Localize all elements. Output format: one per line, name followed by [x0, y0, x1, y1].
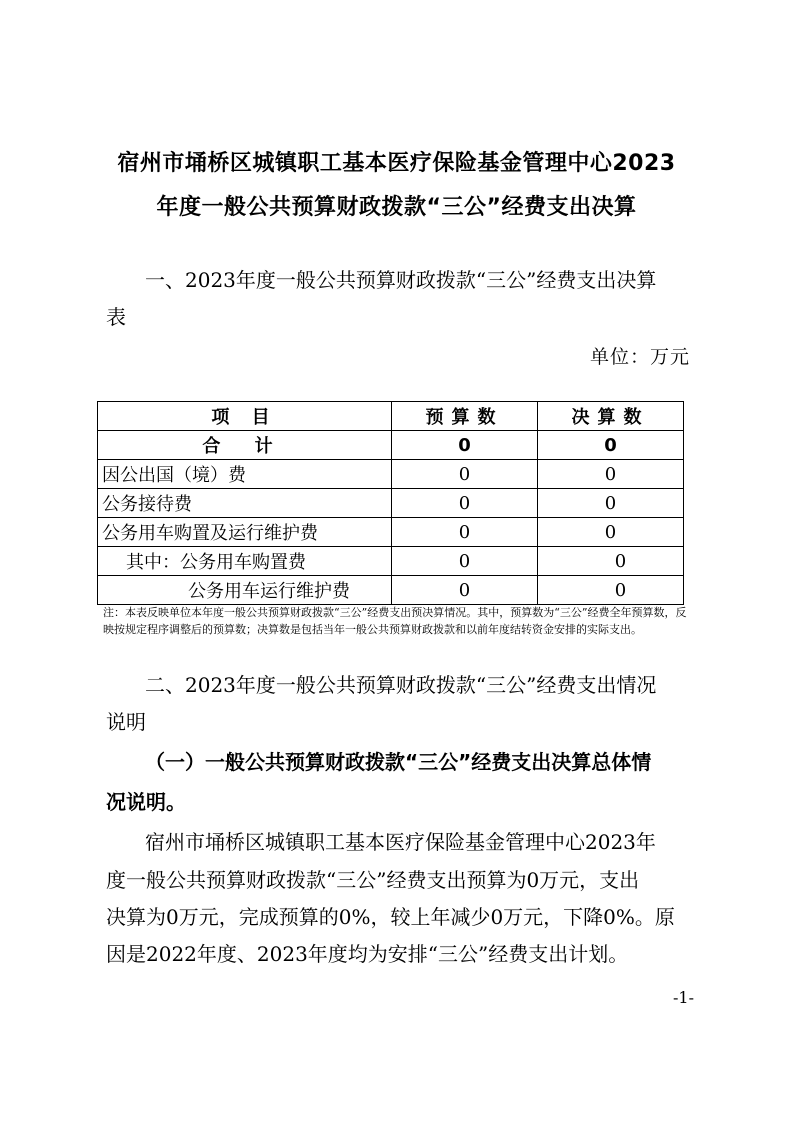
total-budget: 0 — [392, 431, 538, 460]
body-paragraph-line: 宿州市埇桥区城镇职工基本医疗保险基金管理中心2023年 — [145, 830, 656, 854]
unit-label: 单位：万元 — [589, 346, 690, 368]
row-label: 因公出国（境）费 — [98, 460, 392, 489]
row-budget: 0 — [392, 576, 538, 605]
table-note: 注：本表反映单位本年度一般公共预算财政拨款“三公”经费支出预决算情况。其中，预算数为“三公”经费全年预算数，反映按规定程序调整后的预算数；决算数是包括当年一般公共预算财政拨款和以前年度结转资金安排的实际支出。 — [103, 606, 687, 636]
row-final: 0 — [538, 576, 684, 605]
table-header-row — [98, 402, 684, 431]
row-label: 公务用车购置及运行维护费 — [98, 518, 392, 547]
body-paragraph-line: 决算为0万元，完成预算的0%，较上年减少0万元，下降0%。原 — [106, 905, 675, 929]
page-number: -1- — [673, 988, 694, 1007]
document-title-line-1: 宿州市埇桥区城镇职工基本医疗保险基金管理中心2023 — [117, 151, 676, 176]
header-final: 决算数 — [538, 402, 684, 431]
body-paragraph-line: 度一般公共预算财政拨款“三公”经费支出预算为0万元，支出 — [106, 868, 640, 892]
section2-heading: 二、2023年度一般公共预算财政拨款“三公”经费支出情况 — [145, 673, 657, 697]
row-label: 公务用车运行维护费 — [98, 576, 392, 605]
total-final: 0 — [538, 431, 684, 460]
body-paragraph-line: 因是2022年度、2023年度均为安排“三公”经费支出计划。 — [106, 942, 629, 966]
row-final: 0 — [538, 547, 684, 576]
row-budget: 0 — [392, 547, 538, 576]
table-row — [98, 518, 684, 547]
header-budget: 预算数 — [392, 402, 538, 431]
section1-heading-cont: 表 — [106, 305, 126, 329]
table-row — [98, 489, 684, 518]
section1-heading: 一、2023年度一般公共预算财政拨款“三公”经费支出决算 — [145, 268, 657, 292]
header-item: 项 目 — [98, 402, 392, 431]
row-label: 公务接待费 — [98, 489, 392, 518]
row-label: 其中：公务用车购置费 — [98, 547, 392, 576]
subsection1-heading: （一）一般公共预算财政拨款“三公”经费支出决算总体情 — [145, 750, 652, 774]
row-final: 0 — [538, 460, 684, 489]
subsection1-heading-cont: 况说明。 — [106, 790, 186, 814]
table-row — [98, 576, 684, 605]
table-row — [98, 547, 684, 576]
row-budget: 0 — [392, 460, 538, 489]
row-budget: 0 — [392, 489, 538, 518]
row-final: 0 — [538, 518, 684, 547]
row-final: 0 — [538, 489, 684, 518]
budget-table — [97, 401, 684, 605]
section2-heading-cont: 说明 — [106, 710, 146, 734]
document-title-line-2: 年度一般公共预算财政拨款“三公”经费支出决算 — [156, 195, 637, 220]
row-budget: 0 — [392, 518, 538, 547]
table-total-row — [98, 431, 684, 460]
table-row — [98, 460, 684, 489]
total-label: 合 计 — [98, 431, 392, 460]
